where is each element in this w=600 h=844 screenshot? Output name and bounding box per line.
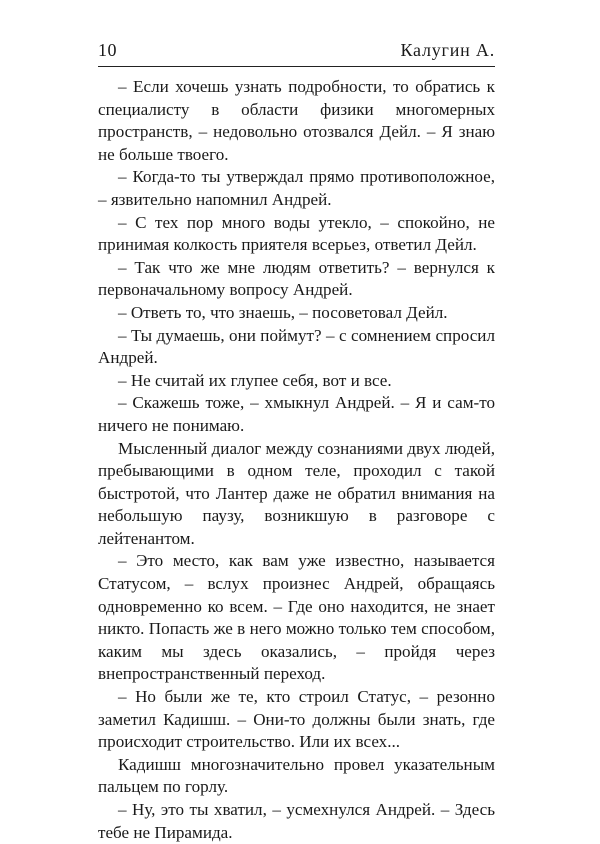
- paragraph: – С тех пор много воды утекло, – спокойно, не принимая колкость приятеля всерьез, ответил Дейл.: [98, 212, 495, 255]
- running-title: Калугин А.: [400, 40, 495, 60]
- paragraph: – Так что же мне людям ответить? – вернулся к первоначальному вопросу Андрей.: [98, 257, 495, 300]
- page-number: 10: [98, 40, 117, 60]
- paragraph: – Ответь то, что знаешь, – посоветовал Дейл.: [118, 302, 448, 322]
- paragraph: – Ну, это ты хватил, – усмехнулся Андрей. – Здесь тебе не Пирамида.: [98, 800, 495, 842]
- paragraph: – Но были же те, кто строил Статус, – резонно заметил Кадишш. – Они-то должны были знать, где происходит строительство. Или их всех...: [98, 687, 495, 752]
- body-text: [98, 76, 495, 844]
- paragraph: – Ты думаешь, они поймут? – с сомнением спросил Андрей.: [98, 325, 495, 368]
- page-header: [98, 38, 495, 67]
- paragraph: – Если хочешь узнать подробности, то обратись к специалисту в области физики многомерных пространств, – недовольно отозвался Дейл. – Я знаю не больше твоего.: [98, 77, 495, 164]
- paragraph: – Когда-то ты утверждал прямо противоположное, – язвительно напомнил Андрей.: [98, 167, 495, 209]
- paragraph: Кадишш многозначительно провел указательным пальцем по горлу.: [98, 754, 495, 797]
- paragraph: – Скажешь тоже, – хмыкнул Андрей. – Я и сам-то ничего не понимаю.: [98, 393, 495, 435]
- paragraph: Мысленный диалог между сознаниями двух людей, пребывающими в одном теле, проходил с такой быстротой, что Лантер даже не обратил внимания на небольшую паузу, возникшую в разговоре с лейтенантом.: [98, 438, 495, 548]
- paragraph: – Это место, как вам уже известно, называется Статусом, – вслух произнес Андрей, обращаясь одновременно ко всем. – Где оно находится, не знает никто. Попасть же в него можно только тем способом, каким мы здесь оказались, – пройдя через внепространственный переход.: [98, 551, 495, 684]
- paragraph: – Не считай их глупее себя, вот и все.: [118, 370, 392, 390]
